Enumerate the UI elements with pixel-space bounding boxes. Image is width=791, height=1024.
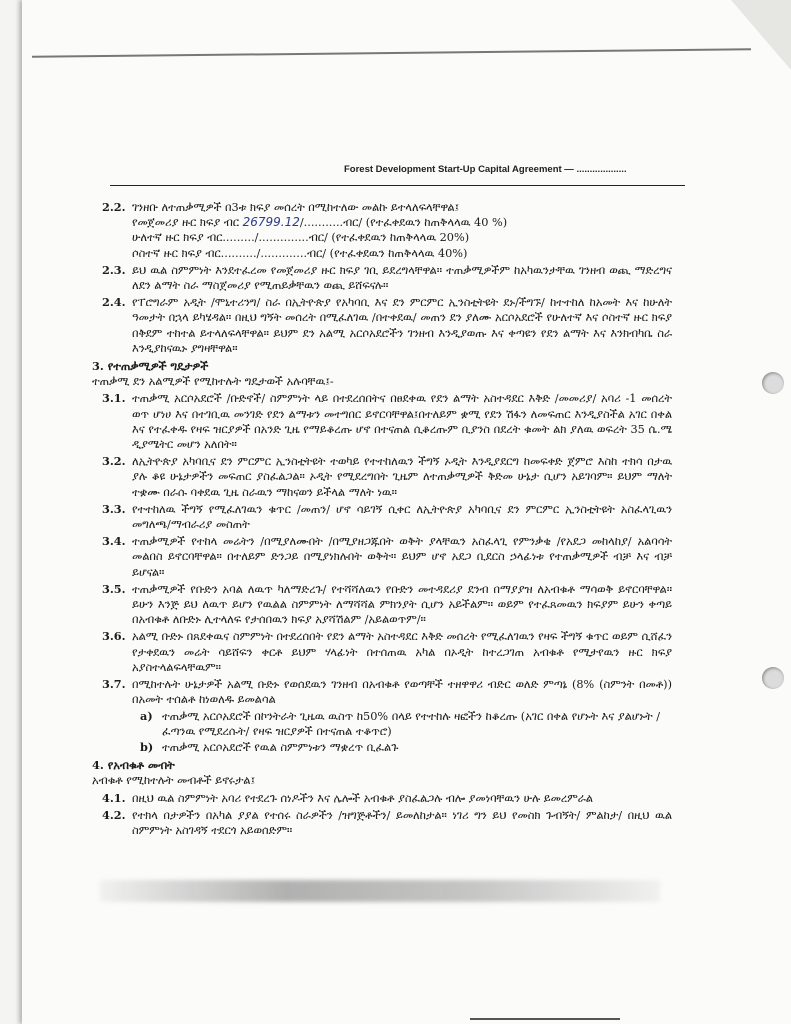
header-rule [110,185,685,186]
clause-number: 3.6. [102,629,126,644]
clause-number: 4.2. [102,807,126,822]
clause-3-7 [92,677,672,707]
clause-number: 2.3. [102,262,126,277]
subclause-letter: a) [140,708,153,723]
clause-text: ይህ ዉል ስምምነት እንደተፈረመ የመጀመሪያ ዙር ክፍያ ገቢ ይደረግላቸዋል። ተጠቃሚዎችም ከአካዉንታቸዉ ገንዘብ ወጪ ማድረግና ለደን ልማት ስራ ማስጀመሪያ የሚጠይቃቸዉን ወጪ ይሸፍናሉ። [132,263,672,293]
clause-4-2 [92,808,672,838]
clause-text: ለኢትዮጵያ አካባቢና ደን ምርምር ኢንስቲትዩት ተወካይ የተተከለዉን ችግኝ ኦዲት እንዲያደርግ ከመፍቀድ ጀምሮ እስከ ተክሳ በታዉ ያሉ ቆዩ ሁኔታዎችን መፍጠር ያስፈልጋል። ኦዲት የሚደረግበት ጊዜም ለተጠቃሚዎች ቅድመ ሁኔታ ሲሆን አይገባም። ይህም ማለት ተቋሙ በራሱ ባቀደዉ ጊዜ ስራዉን ማከናወን ይችላል ማለት ነዉ። [132,455,672,499]
clause-number: 3.1. [102,391,126,406]
clause-number: 4.1. [102,790,126,805]
payment-line-3: ሶስተኛ ዙር ክፍያ ብር........../.............ብር/ (የተፈቀደዉን ከጠቅላላዉ 40%) [132,246,468,260]
clause-2-2 [92,200,672,261]
clause-3-2 [92,454,672,500]
clause-text: በሚከተሉት ሁኔታዎች አልሚ ቡድኑ የወሰደዉን ገንዘብ በአብቁቶ የወጣቸች ተዘዋዋሪ ብድር ወለድ ምጣኔ (8% (ስምንት በመቶ)) በአመት ተሰልቶ ከነወለዱ ይመልሳል [132,678,672,707]
payment-line-2: ሁለተኛ ዙር ክፍያ ብር........./..............ብር/ (የተፈቀደዉን ከጠቅላላዉ 20%) [132,231,470,245]
clause-3-6 [92,629,672,675]
section-3-intro: ተጠቃሚ ደን አልሚዎች የሚከተሉት ግዴታወች አሉባቸዉ፤- [92,375,334,389]
clause-text: የተክላ በታዎችን በአካል ያያል የተሰሩ ስራዎችን /ዝግጅቶችን/ ይመለከታል። ነገሪ ግን ይህ የመስክ ጉብኝት/ ምልከታ/ በዚህ ዉል ስምምነት አስገዳኝ ተደርጎ አይወሰድም። [132,808,672,837]
clause-text: በዚህ ዉል ስምምነት አባሪ የተደረጉ ሰነዶችን እና ሌሎች አብቁቶ ያስፈልጋሉ ብሎ ያመነባቸዉን ሁሉ ይመረምራል [132,791,593,805]
clause-number: 3.5. [102,581,126,596]
handwritten-amount: 26799.12 [242,215,300,230]
clause-2-4 [92,295,672,356]
payment-line-1: የመጀመሪያ ዙር ክፍያ ብር 26799.12/...........ብር/ (የተፈቀደዉን ከጠቅላላዉ 40 %) [132,215,508,230]
top-rule [32,48,751,58]
document-body [92,198,672,838]
footer-rule [470,1018,620,1020]
clause-3-4 [92,534,672,580]
clause-number: 3.7. [102,677,126,692]
punch-hole-bottom [762,667,784,689]
section-4-heading: 4. የአብቁቶ መብት [92,758,175,773]
clause-3-1 [92,391,672,452]
clause-text: አልሚ ቡድኑ በጸደቀዉና ስምምነት በተደረሰበት የደን ልማት አስተዳደር እቅድ መሰረት የሚፈለገዉን የዛፍ ችግኝ ቁጥር ወይም ሲሸፈን የታቀደዉን መሬት ሳይሸፍን ቀርቶ ይህም ሃላፊነት በተሰጠዉ አካል በኦዲት ከተረጋገጠ አብቁቶ የሚታየዉን ዙር ክፍያ አያስተላልፍላቸዉም። [132,630,672,674]
clause-2-3 [92,263,672,293]
subclause-text: ተጠቃሚ አርሶአደሮች የዉል ስምምነቱን ማቋረጥ ቢፈልጉ [162,740,399,754]
clause-text: ተጠቃሚ አርሶአደሮች /ቡድኖች/ ስምምነት ላይ በተደረሰበትና በፀደቀዉ የደን ልማት አስተዳደር እቅድ /መመሪያ/ አባሪ -1 መሰረት ወጥ ሆነሀ እና በተገቢዉ መንገድ የደን ልማቱን መተግበር ይኖርባቸዋል፤በተለይም ቋሚ የደን ሽፋን ለመፍጠር እንዲያስችል አገር በቀል እና የተፈቀዱ የዛፍ ዝርያዎች በአንድ ጊዜ የማይቆረጡ ሆኖ በተናጠል ሲቆረጡም ቢያንስ በደረት ቁመት ልክ ያለዉ ወፍረት 35 ሴ.ሜ ዲያሜትር መሆን አለበት። [132,392,672,452]
punch-hole-top [762,372,784,394]
page-fold [731,0,791,70]
section-3-heading: 3. የተጠቃሚዎች ግዴታዎች [92,359,209,374]
clause-text: የተተከለዉ ችግኝ የሚፈለገዉን ቁጥር /መጠን/ ሆኖ ሳይገኝ ሲቀር ለኢትዮጵያ አካባቢና ደን ምርምር ኢንስቲትዩት አስፈላጊዉን መግለጫ/ማብራሪያ መስጠት [132,502,672,532]
clause-4-1 [92,791,672,806]
subclause-text: ተጠቃሚ አርሶአደሮች በኮንትራት ጊዜዉ ዉስጥ ከ50% በላይ የተተከሉ ዛፎችን ከቆረጡ (አገር በቀል የሆኑት እና ያልሆኑት /ፈጣንዉ የሚደረሱት/ የዛፍ ዝርያዎች በተናጠል ተቆጥሮ) [162,709,661,738]
clause-number: 3.2. [102,454,126,469]
page-header: Forest Development Start-Up Capital Agreement — ................... [344,164,627,175]
subclause-b [92,740,672,755]
subclause-letter: b) [140,739,154,754]
scan-smudge [100,880,660,902]
subclause-a [92,709,672,739]
section-4-intro: አብቁቶ የሚከተሉት መብቶች ይኖሩታል፤ [92,774,256,788]
clause-number: 3.4. [102,534,126,549]
clause-3-5 [92,582,672,628]
clause-text: ተጠቃሚዎች የቡድን አባል ለዉጥ ካለማድረጉ/ የተሻሻለዉን የቡድን መተዳደሪያ ደንብ በማያያዝ ለአብቁቶ ማሳወቅ ይኖርባቸዋል። ይሁን እንጅ ይህ ለዉጥ ይሆን የዉልል ስምምነት ለማሻሻል ምክንያት ሲሆን አይችልም። ወይም የተፈጸመዉን ክፍያም ይሁን ቀጣይ በአብቁቶ ለቡድኑ ሊተላለፍ የታሰበዉን ክፍያ አያሻሽልም /አይልወጥም/። [132,582,672,627]
clause-text: ተጠቃሚዎች የተከላ መሬትን /በሚያለሙበት /በሚያዘጋጁበት ወቅት ያላቸዉን አስፈላጊ የምንቃቄ /የአደጋ መከላከያ/ አልባሳት መልበስ ይኖርባቸዋል። በተለይም ድንጋይ በሚያነክሉበት ወቅት። ይህም ሆኖ አደጋ ቢደርስ ኃላፊነቱ የተጠቃሚዎች ብቻ እና ብቻ ይሆናል። [132,535,672,579]
clause-number: 2.4. [102,295,126,310]
clause-3-3 [92,502,672,532]
clause-text: ገንዘቡ ለተጠቃሚዎች በ3ቱ ክፍያ መሰረት በሚከተለው መልኩ ይተላለፍላቸዋል፤ [132,201,460,214]
clause-number: 2.2. [102,200,126,214]
clause-text: የፐሮግራም አዲት /ሞኒተሪንግ/ ስራ በኢትዮጵያ የአካባቢ እና ደን ምርምር ኢንስቲትዩት ደኑ/ችግኙ/ ከተተከለ ከአመት እና ከሁለት ዓመታት በኋላ ይካሄዳል። በዚህ ግኝት መሰረት በሚፈለገዉ /በተቀደዉ/ መጠን ደን ያለሙ አርሶአደሮች የሁለተኛ እና ሶስተኛ ዙር ክፍያ በቅደም ተከተል ይተላለፍላቸዋል። ይህም ደን አልሚ አርሶአደሮችን ገንዘብ እንዲያወጡ እና ቀጣዩን የደን ልማት እና እንክብካቤ ስራ እንዲያከናዉኑ ያግዛቸዋል። [132,296,672,355]
clause-number: 3.3. [102,501,126,516]
